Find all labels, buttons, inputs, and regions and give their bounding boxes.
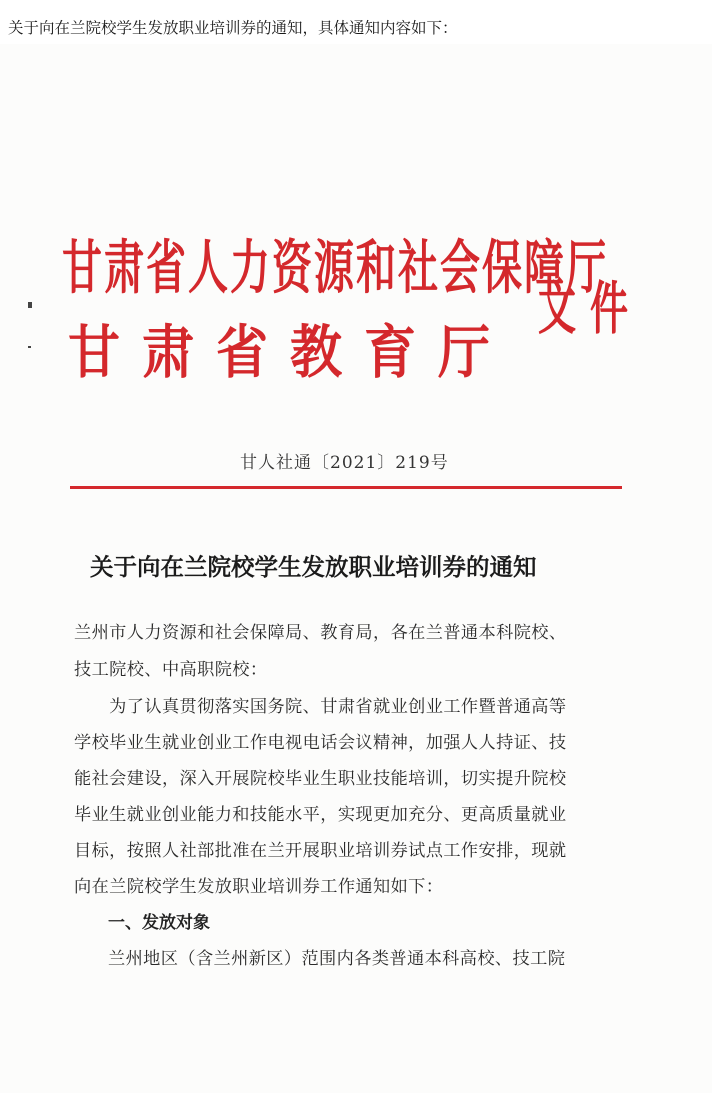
scan-speck: [28, 346, 31, 348]
body-line: 为了认真贯彻落实国务院、甘肃省就业创业工作暨普通高等: [74, 697, 567, 717]
doc-type-label: 文件: [538, 274, 643, 342]
document-number: 甘人社通〔2021〕219号: [240, 453, 449, 473]
body-line: 兰州市人力资源和社会保障局、教育局，各在兰普通本科院校、: [74, 623, 567, 643]
intro-text: 关于向在兰院校学生发放职业培训券的通知，具体通知内容如下：: [8, 19, 458, 37]
document-title: 关于向在兰院校学生发放职业培训券的通知: [90, 553, 537, 581]
section-heading: 一、发放对象: [108, 913, 210, 933]
body-line: 向在兰院校学生发放职业培训券工作通知如下：: [74, 877, 444, 897]
document-image: [0, 44, 712, 1093]
body-line: 目标，按照人社部批准在兰开展职业培训券试点工作安排，现就: [74, 841, 567, 861]
issuer-line-1: 甘肃省人力资源和社会保障厅: [62, 233, 608, 302]
body-line: 学校毕业生就业创业工作电视电话会议精神，加强人人持证、技: [74, 733, 567, 753]
body-line: 技工院校、中高职院校：: [74, 660, 268, 680]
issuer-line-2: 甘肃省教育厅: [68, 319, 513, 387]
body-line: 能社会建设，深入开展院校毕业生职业技能培训，切实提升院校: [74, 769, 567, 789]
red-divider: [70, 486, 622, 489]
body-line: 毕业生就业创业能力和技能水平，实现更加充分、更高质量就业: [74, 805, 567, 825]
section-line: 兰州地区（含兰州新区）范围内各类普通本科高校、技工院: [108, 949, 566, 969]
scan-speck: [28, 302, 32, 308]
